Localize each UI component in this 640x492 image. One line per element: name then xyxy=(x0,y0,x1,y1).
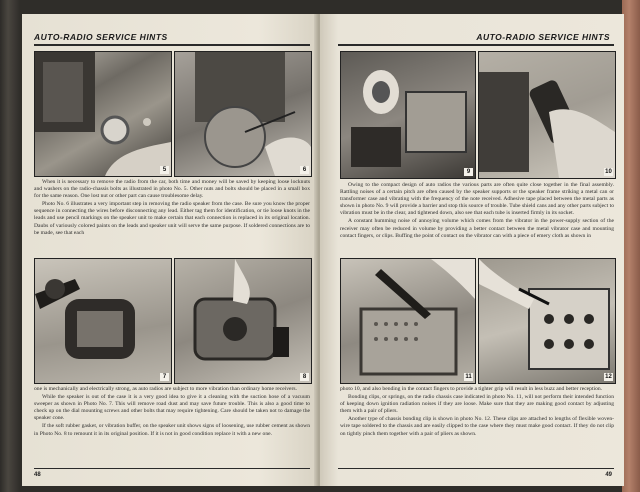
paragraph: When it is necessary to remove the radio from the car, both time and money will be saved by keeping loose locknuts and washers on the radio-chassis bolts as illustrated in photo No. 5. Other nuts and bolts should be placed in a small box for the same reason. One lost nut or other part can cause troublesome delay. xyxy=(34,179,310,200)
left-text-bottom xyxy=(34,386,310,439)
left-page-header: AUTO-RADIO SERVICE HINTS xyxy=(34,32,168,42)
paragraph: Owing to the compact design of auto radios the various parts are often quite close together in the final assembly. Rattling noises of a certain pitch are often caused by the speaker supports or the speaker frame striking a metal can or transformer case and vibrating with the frequency of the note received. Adhesive tape placed between the metal parts as shown in photo No. 9 will provide a barrier and stop this source of trouble. Tube shield cans and any other parts subject to vibration must be in the clear, and tightened down, also see that each tube is inserted firmly in its socket. xyxy=(340,182,614,217)
header-rule xyxy=(338,44,614,46)
right-text-bottom xyxy=(340,386,614,439)
photo-number: 7 xyxy=(160,373,169,381)
left-text-top xyxy=(34,179,310,238)
photo-11-image xyxy=(341,259,475,383)
left-page xyxy=(22,14,318,486)
footer-rule xyxy=(338,468,614,469)
photo-number: 11 xyxy=(465,374,472,380)
photo-6-image xyxy=(175,52,311,176)
paragraph: Another type of chassis bonding clip is shown in photo No. 12. These clips are attached to lengths of flexible woven-wire tape soldered to the chassis and are easily clipped to the case where they must make good contact. If they do not clip on tightly pinch them together with a pair of pliers as shown. xyxy=(340,416,614,437)
paragraph: photo 10, and also bending in the contact fingers to provide a tighter grip will result in less buzz and better reception. xyxy=(340,386,603,392)
right-page-header: AUTO-RADIO SERVICE HINTS xyxy=(476,32,610,42)
photo-number: 8 xyxy=(300,373,309,381)
photo-7-image xyxy=(35,259,171,383)
photo-9 xyxy=(340,51,476,179)
photo-12-image xyxy=(479,259,615,383)
paragraph: Photo No. 6 illustrates a very important step in removing the radio speaker from the case. Be sure you know the proper sequence in connecting the wires before disconnecting any lead. Either tag them for identification, or tie loose knots in the leads and use pencil markings on the speaker unit to make certain that each connection is replaced in its original location. Daubs of variously colored paints on the leads and speaker unit will serve the same purpose. If soldered connections are to be made, see that each xyxy=(34,201,310,236)
photo-10-image xyxy=(479,52,615,178)
photo-9-image xyxy=(341,52,475,178)
photo-number: 10 xyxy=(605,169,612,175)
photo-11 xyxy=(340,258,476,384)
right-text-top xyxy=(340,182,614,241)
right-page xyxy=(320,14,624,486)
photo-number: 12 xyxy=(605,374,612,380)
photo-7 xyxy=(34,258,172,384)
paragraph: one is mechanically and electrically strong, as auto radios are subject to more vibration than ordinary home receivers. xyxy=(34,386,297,392)
photo-5-image xyxy=(35,52,171,176)
footer-rule xyxy=(34,468,310,469)
paragraph: If the soft rubber gasket, or vibration buffer, on the speaker unit shows signs of loosening, use rubber cement as shown in Photo No. 8 to remount it in its original position. If it is not in good condition replace it with a new one. xyxy=(34,423,310,437)
photo-6 xyxy=(174,51,312,177)
right-page-number: 49 xyxy=(605,472,612,478)
paragraph: A constant humming noise of annoying volume which comes from the vibrator in the power-supply section of the receiver may often be reduced in volume by providing a better contact between the metal vibrator case and mounting contact fingers, or clips. Buffing the point of contact on the vibrator can with a piece of emery cloth as shown in xyxy=(340,218,614,239)
paragraph: While the speaker is out of the case it is a very good idea to give it a cleaning with the suction hose of a vacuum sweeper as shown in Photo No. 7. This will remove road dust and may save future trouble. This is also a good time to check up on the dial mounting screws and other bolts that may require tightening. Care should be taken not to damage the speaker cone. xyxy=(34,394,310,422)
left-page-number: 48 xyxy=(34,472,41,478)
paragraph: Bonding clips, or springs, on the radio chassis case indicated in photo No. 11, will not perform their intended function of keeping down ignition radiation noises if they are loose. Make sure that they are making good contact by adjusting them with a pair of pliers. xyxy=(340,394,614,415)
book-cover-edge xyxy=(622,0,640,492)
photo-10 xyxy=(478,51,616,179)
photo-number: 6 xyxy=(300,166,309,174)
photo-5 xyxy=(34,51,172,177)
photo-number: 9 xyxy=(464,168,473,176)
photo-number: 5 xyxy=(160,166,169,174)
photo-12 xyxy=(478,258,616,384)
header-rule xyxy=(34,44,310,46)
photo-8 xyxy=(174,258,312,384)
photo-8-image xyxy=(175,259,311,383)
